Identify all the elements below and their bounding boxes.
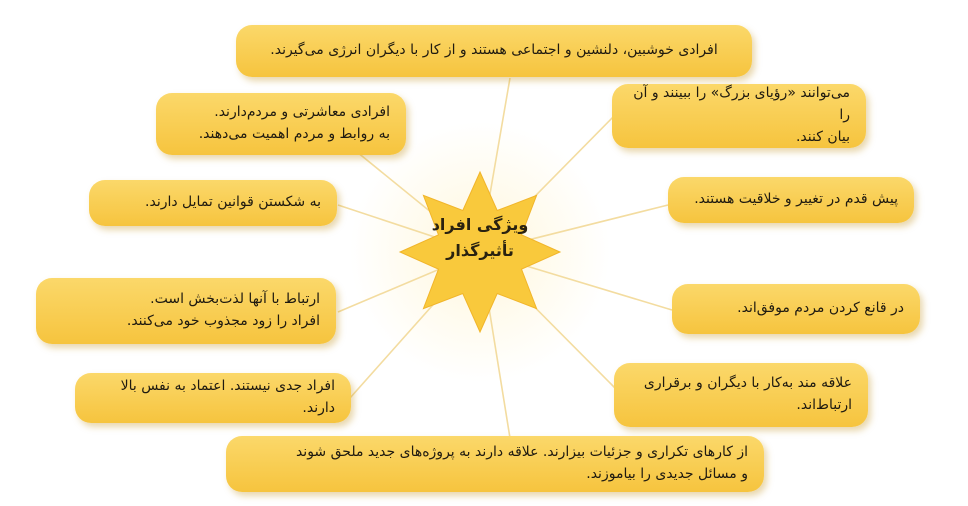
trait-text-line1: ارتباط با آنها لذت‌بخش است.: [150, 291, 320, 308]
trait-text: پیش قدم در تغییر و خلاقیت هستند.: [694, 191, 898, 208]
trait-text: در قانع کردن مردم موفق‌اند.: [737, 300, 904, 317]
trait-text-line1: علاقه مند به‌کار با دیگران و برقراری: [643, 375, 852, 392]
trait-text: افراد جدی نیستند. اعتماد به نفس بالا دارند.: [120, 378, 335, 416]
trait-box-left2: [89, 180, 337, 226]
trait-box-left3: [36, 278, 336, 344]
trait-box-top: [236, 25, 752, 77]
trait-text: به شکستن قوانین تمایل دارند.: [145, 194, 321, 211]
trait-text-line1: افرادی معاشرتی و مردم‌دارند.: [214, 104, 390, 121]
trait-box-left4: [75, 373, 351, 423]
center-title-line1: ویژگی افراد: [431, 215, 529, 234]
trait-box-right4: [614, 363, 868, 427]
trait-text-line2: ارتباط‌اند.: [796, 397, 852, 413]
trait-text-line1: از کارهای تکراری و جزئیات بیزارند. علاقه دارند به پروژه‌های جدید ملحق شوند: [295, 444, 748, 461]
trait-text-line1: می‌توانند «رؤیای بزرگ» را ببینند و آن را: [633, 85, 850, 124]
trait-text-line2: افراد را زود مجذوب خود می‌کنند.: [126, 313, 320, 329]
trait-text: افرادی خوشبین، دلنشین و اجتماعی هستند و از کار با دیگران انرژی می‌گیرند.: [270, 42, 718, 59]
trait-box-right1: [612, 84, 866, 148]
center-title-line2: تأثیرگذار: [446, 240, 514, 260]
trait-box-right3: [672, 284, 920, 334]
center-title: [418, 212, 542, 263]
trait-box-right2: [668, 177, 914, 223]
trait-box-left1: [156, 93, 406, 155]
trait-box-bottom: [226, 436, 764, 492]
trait-text-line2: به روابط و مردم اهمیت می‌دهند.: [198, 126, 390, 142]
trait-text-line2: بیان کنند.: [795, 128, 850, 145]
trait-text-line2: و مسائل جدیدی را بیاموزند.: [586, 466, 748, 482]
